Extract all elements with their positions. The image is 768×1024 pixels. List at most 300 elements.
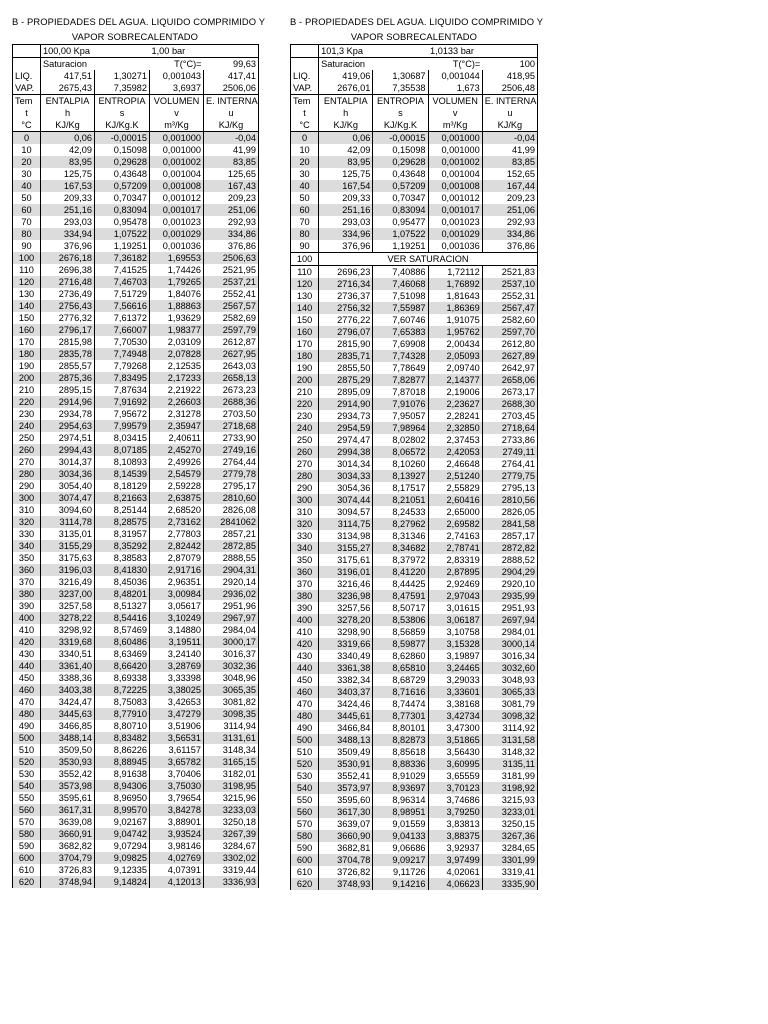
table-cell: 3,83813: [428, 818, 482, 830]
table-cell: LIQ.: [291, 70, 319, 82]
table-cell: 4,07391: [150, 864, 204, 876]
table-row: [291, 770, 538, 782]
table-cell: 3257,56: [319, 602, 373, 614]
table-cell: KJ/Kg: [482, 119, 537, 132]
table-cell: 3,6937: [150, 82, 204, 95]
table-cell: 2,35947: [150, 420, 204, 432]
table-cell: 2,00434: [428, 338, 482, 350]
table-cell: 9,02167: [95, 816, 150, 828]
table-cell: 3196,03: [41, 564, 95, 576]
table-cell: 3,24465: [428, 662, 482, 674]
table-cell: 3,61157: [150, 744, 204, 756]
table-cell: 3361,38: [319, 662, 373, 674]
table-cell: 3000,17: [204, 636, 259, 648]
table-cell: 2597,70: [482, 326, 537, 338]
table-cell: 3155,29: [41, 540, 95, 552]
table-cell: 3319,41: [482, 866, 537, 878]
table-cell: 0,70347: [95, 192, 150, 204]
table-cell: 2537,21: [204, 276, 259, 288]
table-cell: 8,62860: [373, 650, 428, 662]
table-cell: 8,25144: [95, 504, 150, 516]
table-row: [13, 648, 259, 660]
table-cell: 3094,60: [41, 504, 95, 516]
table-cell: 3335,90: [482, 878, 537, 890]
table-cell: 2597,79: [204, 324, 259, 336]
table-cell: 3,42653: [150, 696, 204, 708]
table-cell: 8,34682: [373, 542, 428, 554]
table-row: [13, 528, 259, 540]
table-cell: 3,65782: [150, 756, 204, 768]
table-cell: 240: [291, 422, 319, 434]
table-row: [13, 372, 259, 384]
table-cell: 80: [13, 228, 41, 240]
table-cell: 7,41525: [95, 264, 150, 276]
table-cell: 3182,01: [204, 768, 259, 780]
table-cell: 0,43648: [95, 168, 150, 180]
table-cell: 400: [291, 614, 319, 626]
table-cell: 3,93524: [150, 828, 204, 840]
table-cell: 376,86: [204, 240, 259, 252]
table-cell: 2795,17: [204, 480, 259, 492]
table-cell: 3,88901: [150, 816, 204, 828]
table-cell: 7,87018: [373, 386, 428, 398]
table-row: [13, 180, 259, 192]
table-cell: 3,24140: [150, 648, 204, 660]
table-cell: 280: [291, 470, 319, 482]
table-cell: 9,14216: [373, 878, 428, 890]
table-cell: 376,96: [41, 240, 95, 252]
table-cell: 320: [291, 518, 319, 530]
table-cell: 420: [13, 636, 41, 648]
table-cell: 2810,60: [204, 492, 259, 504]
table-cell: 60: [13, 204, 41, 216]
table-row: [291, 410, 538, 422]
table-cell: -0,04: [482, 132, 537, 145]
table-cell: 3250,15: [482, 818, 537, 830]
table-cell: 3509,49: [319, 746, 373, 758]
table-cell: 580: [13, 828, 41, 840]
table-cell: 8,38583: [95, 552, 150, 564]
table-cell: 1,30271: [95, 70, 150, 82]
table-cell: t: [13, 107, 41, 119]
table-row: [13, 228, 259, 240]
table-cell: 3,65559: [428, 770, 482, 782]
table-cell: 560: [291, 806, 319, 818]
table-row: [13, 468, 259, 480]
table-cell: 8,18129: [95, 480, 150, 492]
table-cell: 2815,90: [319, 338, 373, 350]
table-cell: 3065,35: [204, 684, 259, 696]
table-cell: 350: [291, 554, 319, 566]
table-cell: 2567,47: [482, 302, 537, 314]
table-cell: 2875,36: [41, 372, 95, 384]
table-cell: 0,001023: [428, 216, 482, 228]
table-cell: 60: [291, 204, 319, 216]
table-cell: 167,54: [319, 180, 373, 192]
table-cell: 370: [291, 578, 319, 590]
table-cell: 1,07522: [95, 228, 150, 240]
table-cell: 7,79268: [95, 360, 150, 372]
table-row: [13, 312, 259, 324]
table-row: [13, 192, 259, 204]
table-cell: 530: [291, 770, 319, 782]
table-cell: 8,37972: [373, 554, 428, 566]
liquid-row: [291, 70, 538, 82]
table-cell: 0,29628: [95, 156, 150, 168]
table-cell: -0,00015: [373, 132, 428, 145]
table-cell: 3639,08: [41, 816, 95, 828]
table-cell: 2582,60: [482, 314, 537, 326]
table-cell: 418,95: [482, 70, 537, 82]
table-cell: 50: [13, 192, 41, 204]
table-cell: 2826,05: [482, 506, 537, 518]
table-cell: 7,55987: [373, 302, 428, 314]
table-row: [13, 432, 259, 444]
table-cell: VAP.: [291, 82, 319, 95]
pressure-bar: 1,0133 bar: [428, 45, 537, 58]
table-cell: 3,79654: [150, 792, 204, 804]
right-table: [290, 44, 538, 890]
table-row: [13, 480, 259, 492]
table-cell: 90: [291, 240, 319, 253]
header-row-units: [291, 119, 538, 132]
table-cell: 3054,36: [319, 482, 373, 494]
tsat-value: 100: [482, 58, 537, 71]
table-row: [13, 240, 259, 252]
table-cell: 7,78649: [373, 362, 428, 374]
table-cell: 2676,18: [41, 252, 95, 264]
saturation-row: [291, 58, 538, 71]
table-row: [13, 624, 259, 636]
table-cell: 3726,82: [319, 866, 373, 878]
table-row: [13, 660, 259, 672]
table-cell: VAP.: [13, 82, 41, 95]
table-cell: 2779,78: [204, 468, 259, 480]
table-cell: 3216,46: [319, 578, 373, 590]
table-cell: 2,83319: [428, 554, 482, 566]
table-cell: 7,46703: [95, 276, 150, 288]
table-row: [291, 446, 538, 458]
table-cell: 490: [13, 720, 41, 732]
table-cell: 3284,65: [482, 842, 537, 854]
table-cell: 3,70123: [428, 782, 482, 794]
table-cell: 0,57209: [95, 180, 150, 192]
table-cell: 8,68729: [373, 674, 428, 686]
table-cell: 210: [13, 384, 41, 396]
table-cell: 2795,13: [482, 482, 537, 494]
tsat-value: 99,63: [204, 58, 259, 71]
table-cell: 2796,17: [41, 324, 95, 336]
table-row: [291, 506, 538, 518]
table-cell: 9,01559: [373, 818, 428, 830]
table-cell: 419,06: [319, 70, 373, 82]
table-cell: 7,56616: [95, 300, 150, 312]
table-cell: 3131,58: [482, 734, 537, 746]
table-cell: 360: [291, 566, 319, 578]
table-cell: 2,37453: [428, 434, 482, 446]
header-row-symbols: [13, 107, 259, 119]
table-cell: E. INTERNA: [204, 95, 259, 108]
table-cell: 1,76892: [428, 278, 482, 290]
table-cell: 0,001036: [428, 240, 482, 253]
table-cell: 8,60486: [95, 636, 150, 648]
table-cell: 510: [13, 744, 41, 756]
table-cell: 3595,60: [319, 794, 373, 806]
table-row: [291, 842, 538, 854]
table-cell: 2934,78: [41, 408, 95, 420]
table-cell: 209,33: [41, 192, 95, 204]
table-row: [291, 722, 538, 734]
table-cell: 2,87079: [150, 552, 204, 564]
table-cell: 530: [13, 768, 41, 780]
table-cell: 3726,83: [41, 864, 95, 876]
table-cell: 2,82442: [150, 540, 204, 552]
table-cell: 2,60416: [428, 494, 482, 506]
table-cell: 0,001004: [150, 168, 204, 180]
table-cell: 2552,41: [204, 288, 259, 300]
table-cell: 3,47279: [150, 708, 204, 720]
table-cell: E. INTERNA: [482, 95, 537, 108]
table-cell: 0,001044: [428, 70, 482, 82]
table-cell: 20: [13, 156, 41, 168]
table-cell: 20: [291, 156, 319, 168]
table-cell: 8,75083: [95, 696, 150, 708]
table-cell: 167,53: [41, 180, 95, 192]
table-cell: 8,77301: [373, 710, 428, 722]
table-row: [291, 168, 538, 180]
table-cell: 0,001017: [428, 204, 482, 216]
table-cell: 3,88375: [428, 830, 482, 842]
table-row: [291, 746, 538, 758]
table-cell: 2552,31: [482, 290, 537, 302]
table-cell: 8,28575: [95, 516, 150, 528]
table-cell: 3278,20: [319, 614, 373, 626]
table-cell: u: [482, 107, 537, 119]
table-cell: 8,50717: [373, 602, 428, 614]
table-cell: 2,69582: [428, 518, 482, 530]
table-cell: 8,41830: [95, 564, 150, 576]
table-row: [13, 708, 259, 720]
table-row: [13, 696, 259, 708]
table-cell: 3,29033: [428, 674, 482, 686]
table-cell: 8,82873: [373, 734, 428, 746]
table-cell: 120: [291, 278, 319, 290]
table-cell: 2612,80: [482, 338, 537, 350]
table-cell: 2855,57: [41, 360, 95, 372]
table-cell: 1,86369: [428, 302, 482, 314]
table-cell: 270: [291, 458, 319, 470]
table-row: [291, 590, 538, 602]
table-cell: 70: [291, 216, 319, 228]
table-cell: 2,51240: [428, 470, 482, 482]
table-row: [291, 758, 538, 770]
table-cell: 540: [291, 782, 319, 794]
table-cell: 376,86: [482, 240, 537, 253]
table-cell: 7,91076: [373, 398, 428, 410]
table-cell: 3175,61: [319, 554, 373, 566]
table-cell: 3114,78: [41, 516, 95, 528]
table-cell: 3048,96: [204, 672, 259, 684]
table-cell: 3034,33: [319, 470, 373, 482]
table-cell: 460: [13, 684, 41, 696]
table-row: [291, 278, 538, 290]
table-cell: 8,77910: [95, 708, 150, 720]
pressure-row: [291, 45, 538, 58]
table-cell: 570: [291, 818, 319, 830]
table-cell: 292,93: [204, 216, 259, 228]
table-cell: 3216,49: [41, 576, 95, 588]
table-row: [13, 636, 259, 648]
table-row: [13, 360, 259, 372]
table-cell: 8,51327: [95, 600, 150, 612]
table-cell: 140: [13, 300, 41, 312]
table-row: [291, 674, 538, 686]
table-cell: 3233,03: [204, 804, 259, 816]
table-cell: 210: [291, 386, 319, 398]
table-cell: 3081,79: [482, 698, 537, 710]
table-cell: 50: [291, 192, 319, 204]
table-cell: 8,48201: [95, 588, 150, 600]
header-row-units: [13, 119, 259, 132]
table-cell: 8,80710: [95, 720, 150, 732]
table-cell: 2506,63: [204, 252, 259, 264]
table-cell: 2658,06: [482, 374, 537, 386]
table-cell: 8,07185: [95, 444, 150, 456]
table-cell: 2696,23: [319, 266, 373, 279]
table-cell: LIQ.: [13, 70, 41, 82]
table-cell: 3,60995: [428, 758, 482, 770]
table-cell: 10: [13, 144, 41, 156]
table-row: [291, 614, 538, 626]
table-cell: 0,001012: [150, 192, 204, 204]
table-cell: 3,75030: [150, 780, 204, 792]
table-cell: 130: [291, 290, 319, 302]
table-cell: 3704,79: [41, 852, 95, 864]
table-cell: 2,05093: [428, 350, 482, 362]
table-cell: 0,95477: [373, 216, 428, 228]
table-cell: 3267,36: [482, 830, 537, 842]
table-row: [291, 458, 538, 470]
table-row: [291, 734, 538, 746]
table-cell: 8,71616: [373, 686, 428, 698]
table-cell: 220: [13, 396, 41, 408]
table-row: [13, 156, 259, 168]
table-cell: 600: [13, 852, 41, 864]
table-row: [13, 600, 259, 612]
table-cell: 2,40611: [150, 432, 204, 444]
table-row: [13, 444, 259, 456]
table-cell: 3016,34: [482, 650, 537, 662]
table-cell: 2,23627: [428, 398, 482, 410]
table-cell: 190: [13, 360, 41, 372]
table-cell: 8,57469: [95, 624, 150, 636]
table-row: [13, 168, 259, 180]
table-cell: 9,09825: [95, 852, 150, 864]
table-cell: 3530,93: [41, 756, 95, 768]
table-row: [291, 374, 538, 386]
table-cell: 3215,96: [204, 792, 259, 804]
pressure-kpa: 101,3 Kpa: [319, 45, 428, 58]
table-cell: 2935,99: [482, 590, 537, 602]
table-cell: 7,65383: [373, 326, 428, 338]
table-cell: 2,68520: [150, 504, 204, 516]
table-cell: 8,03415: [95, 432, 150, 444]
table-cell: 3,28769: [150, 660, 204, 672]
table-cell: 7,98964: [373, 422, 428, 434]
table-cell: 3114,92: [482, 722, 537, 734]
table-cell: 100: [13, 252, 41, 264]
table-cell: 2841062: [204, 516, 259, 528]
table-cell: 2974,51: [41, 432, 95, 444]
table-cell: 2716,34: [319, 278, 373, 290]
table-cell: 2841,58: [482, 518, 537, 530]
table-cell: 290: [291, 482, 319, 494]
table-cell: 480: [291, 710, 319, 722]
table-cell: 2,45270: [150, 444, 204, 456]
header-row-symbols: [291, 107, 538, 119]
table-cell: 334,86: [204, 228, 259, 240]
table-row: [13, 384, 259, 396]
table-cell: 3660,90: [319, 830, 373, 842]
table-cell: 3639,07: [319, 818, 373, 830]
table-cell: 3074,44: [319, 494, 373, 506]
table-cell: 220: [291, 398, 319, 410]
table-cell: 4,12013: [150, 876, 204, 888]
table-cell: 490: [291, 722, 319, 734]
table-cell: 3704,78: [319, 854, 373, 866]
table-cell: 2835,71: [319, 350, 373, 362]
table-row: [291, 398, 538, 410]
table-cell: 8,94306: [95, 780, 150, 792]
table-cell: s: [373, 107, 428, 119]
table-row: [13, 612, 259, 624]
table-cell: 0,001002: [428, 156, 482, 168]
table-cell: 7,35982: [95, 82, 150, 95]
table-cell: 0,06: [319, 132, 373, 145]
table-cell: 200: [13, 372, 41, 384]
table-cell: 1,79265: [150, 276, 204, 288]
table-cell: 8,27962: [373, 518, 428, 530]
table-cell: 8,91029: [373, 770, 428, 782]
table-cell: 1,98377: [150, 324, 204, 336]
table-cell: 292,93: [482, 216, 537, 228]
table-cell: 9,09217: [373, 854, 428, 866]
right-title-line1: B - PROPIEDADES DEL AGUA. LIQUIDO COMPRIMIDO Y: [290, 16, 544, 27]
table-cell: 110: [291, 266, 319, 279]
table-cell: 2872,85: [204, 540, 259, 552]
table-cell: 9,11726: [373, 866, 428, 878]
table-cell: 2796,07: [319, 326, 373, 338]
table-cell: 8,85618: [373, 746, 428, 758]
table-cell: 7,70530: [95, 336, 150, 348]
table-cell: 2736,37: [319, 290, 373, 302]
table-cell: 1,19251: [95, 240, 150, 252]
table-cell: 83,95: [41, 156, 95, 168]
table-cell: 3155,27: [319, 542, 373, 554]
table-cell: 4,06623: [428, 878, 482, 890]
table-row: [291, 518, 538, 530]
table-cell: 3361,40: [41, 660, 95, 672]
table-cell: 3094,57: [319, 506, 373, 518]
table-row: [13, 672, 259, 684]
table-cell: 430: [291, 650, 319, 662]
table-cell: 3,19511: [150, 636, 204, 648]
table-cell: 0,001029: [150, 228, 204, 240]
table-row: [13, 876, 259, 888]
table-cell: 2974,47: [319, 434, 373, 446]
table-cell: 290: [13, 480, 41, 492]
table-cell: 3233,01: [482, 806, 537, 818]
